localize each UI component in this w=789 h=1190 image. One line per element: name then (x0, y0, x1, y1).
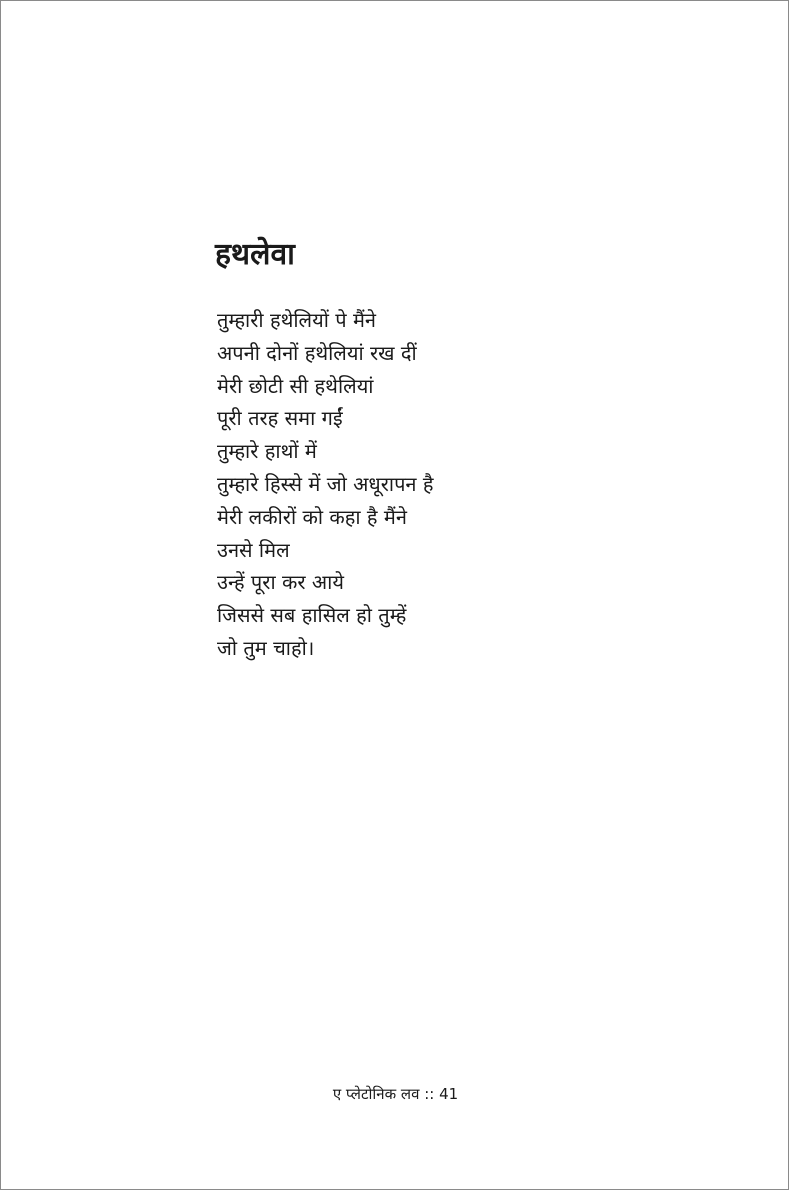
poem-line: मेरी छोटी सी हथेलियां (217, 373, 374, 398)
poem-line: जिससे सब हासिल हो तुम्हें (217, 603, 407, 628)
poem-line: उन्हें पूरा कर आये (217, 570, 344, 595)
poem-line: तुम्हारी हथेलियों पे मैंने (217, 308, 377, 332)
poem-title: हथलेवा (215, 237, 295, 272)
poem-line: पूरी तरह समा गईं (217, 406, 343, 431)
poem-line: जो तुम चाहो। (217, 635, 315, 660)
poem-line: तुम्हारे हिस्से में जो अधूरापन है (217, 471, 434, 496)
poem-line: उनसे मिल (217, 537, 290, 562)
poem-line: मेरी लकीरों को कहा है मैंने (217, 504, 407, 529)
page-footer-running-title: ए प्लेटोनिक लव :: 41 (332, 1085, 459, 1103)
poem-line: अपनी दोनों हथेलियां रख दीं (217, 340, 417, 365)
poem-body (217, 304, 434, 665)
poem-line: तुम्हारे हाथों में (217, 439, 317, 464)
